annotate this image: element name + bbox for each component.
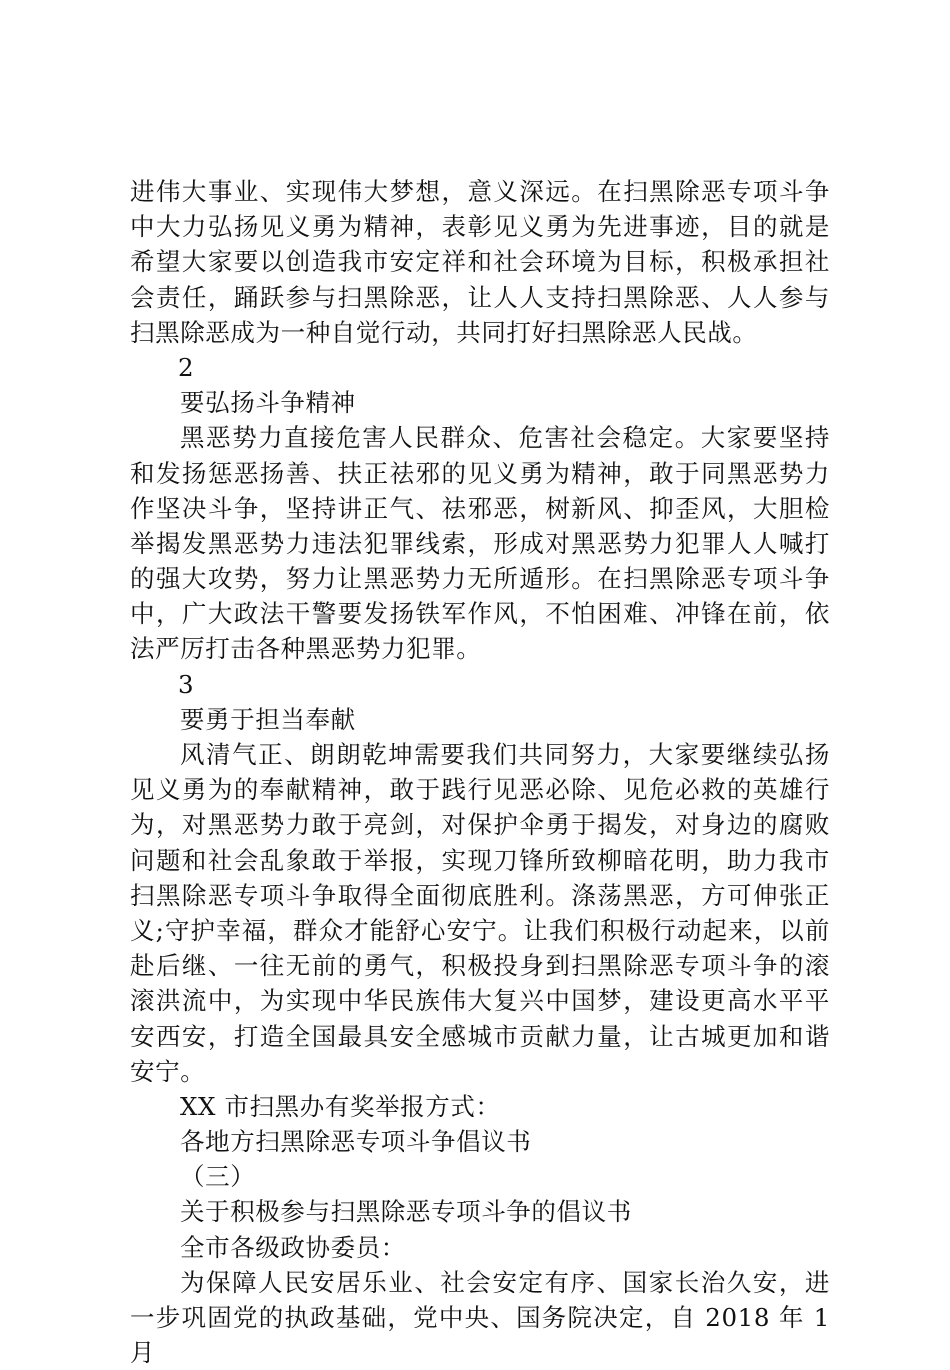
body-line: 中大力弘扬见义勇为精神，表彰见义勇为先进事迹，目的就是	[130, 212, 830, 242]
section-heading: 要弘扬斗争精神	[180, 388, 356, 418]
body-line: 问题和社会乱象敢于举报，实现刀锋所致柳暗花明，助力我市	[130, 845, 830, 875]
body-line: 作坚决斗争，坚持讲正气、祛邪恶，树新风、抑歪风，大胆检	[130, 493, 830, 523]
body-line: 扫黑除恶专项斗争取得全面彻底胜利。涤荡黑恶，方可伸张正	[130, 880, 830, 910]
part-number: （三）	[180, 1162, 256, 1192]
body-line: 为保障人民安居乐业、社会安定有序、国家长治久安，进	[180, 1267, 830, 1297]
body-line: 义;守护幸福，群众才能舒心安宁。让我们积极行动起来，以前	[130, 915, 830, 945]
document-title-line: 关于积极参与扫黑除恶专项斗争的倡议书	[180, 1197, 632, 1227]
body-line: 会责任，踊跃参与扫黑除恶，让人人支持扫黑除恶、人人参与	[130, 282, 830, 312]
document-title-line: 各地方扫黑除恶专项斗争倡议书	[180, 1127, 532, 1157]
body-line: 的强大攻势，努力让黑恶势力无所遁形。在扫黑除恶专项斗争	[130, 564, 830, 594]
body-line: 安西安，打造全国最具安全感城市贡献力量，让古城更加和谐	[130, 1021, 830, 1051]
body-line: 滚洪流中，为实现中华民族伟大复兴中国梦，建设更高水平平	[130, 986, 830, 1016]
body-line: 法严厉打击各种黑恶势力犯罪。	[130, 634, 482, 664]
body-line: 和发扬惩恶扬善、扶正祛邪的见义勇为精神，敢于同黑恶势力	[130, 458, 830, 488]
section-heading: 要勇于担当奉献	[180, 704, 356, 734]
body-line: 为，对黑恶势力敢于亮剑，对保护伞勇于揭发，对身边的腐败	[130, 810, 830, 840]
section-number: 2	[178, 352, 195, 382]
salutation: 全市各级政协委员：	[180, 1232, 406, 1262]
report-method-line: XX 市扫黑办有奖举报方式：	[180, 1091, 501, 1121]
body-line: 风清气正、朗朗乾坤需要我们共同努力，大家要继续弘扬	[180, 740, 830, 769]
body-line: 一步巩固党的执政基础，党中央、国务院决定，自 2018 年 1 月	[130, 1303, 830, 1368]
body-line: 安宁。	[130, 1056, 206, 1086]
body-line: 见义勇为的奉献精神，敢于践行见恶必除、见危必救的英雄行	[130, 775, 830, 805]
body-line: 中，广大政法干警要发扬铁军作风，不怕困难、冲锋在前，依	[130, 599, 830, 629]
section-number: 3	[178, 669, 195, 699]
body-line: 赴后继、一往无前的勇气，积极投身到扫黑除恶专项斗争的滚	[130, 951, 830, 981]
body-line: 进伟大事业、实现伟大梦想，意义深远。在扫黑除恶专项斗争	[130, 177, 830, 206]
document-body	[130, 174, 830, 1368]
body-line: 希望大家要以创造我市安定祥和社会环境为目标，积极承担社	[130, 247, 830, 277]
body-line: 举揭发黑恶势力违法犯罪线索，形成对黑恶势力犯罪人人喊打	[130, 528, 830, 558]
body-line: 黑恶势力直接危害人民群众、危害社会稳定。大家要坚持	[180, 423, 830, 453]
body-line: 扫黑除恶成为一种自觉行动，共同打好扫黑除恶人民战。	[130, 317, 758, 347]
